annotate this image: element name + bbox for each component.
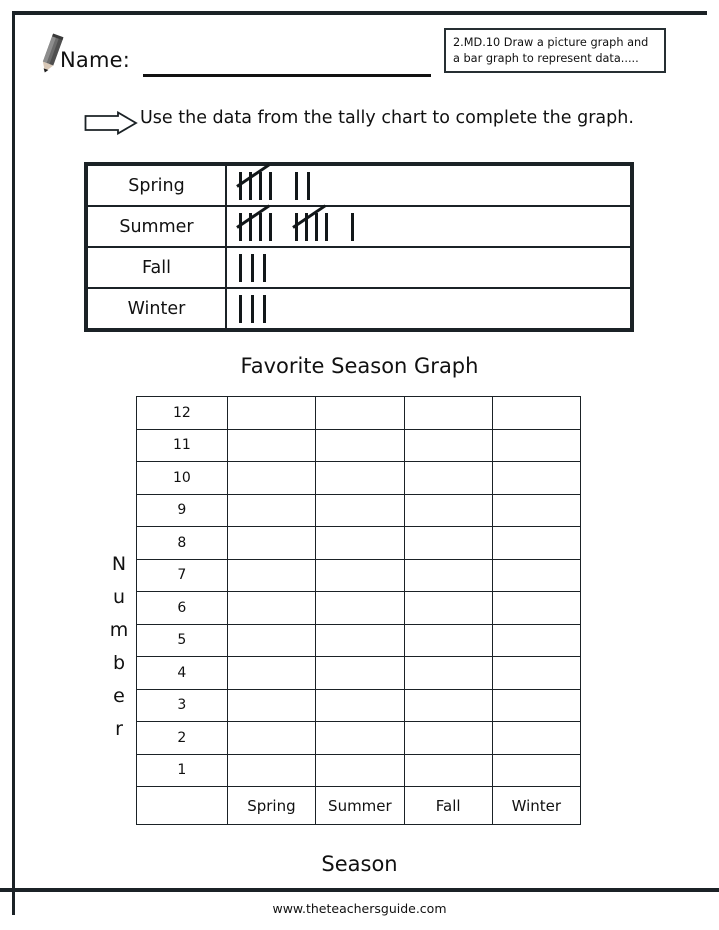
graph-row (137, 559, 581, 592)
y-axis-label-char: e (113, 685, 125, 707)
graph-cell-summer-4[interactable] (316, 657, 405, 690)
graph-cell-summer-11[interactable] (316, 429, 405, 462)
tally-table (86, 164, 632, 330)
graph-row (137, 397, 581, 430)
tally-singles-group (239, 295, 267, 323)
graph-cell-winter-5[interactable] (492, 624, 580, 657)
tally-marks-cell (226, 247, 631, 288)
name-input-line[interactable] (143, 74, 431, 77)
graph-cell-winter-10[interactable] (492, 462, 580, 495)
tally-marks (239, 292, 630, 326)
page-bottom-rule (0, 888, 719, 892)
tally-row (87, 247, 631, 288)
y-axis-label-char: b (112, 652, 126, 674)
tally-table-body (87, 165, 631, 329)
graph-cell-fall-4[interactable] (404, 657, 492, 690)
tally-singles-group (351, 213, 355, 241)
y-axis-tick: 8 (137, 527, 228, 560)
tally-singles-group (239, 254, 267, 282)
tally-marks (239, 251, 630, 285)
y-axis-label-char: u (112, 586, 126, 608)
graph-cell-fall-5[interactable] (404, 624, 492, 657)
graph-cell-summer-3[interactable] (316, 689, 405, 722)
footer-url: www.theteachersguide.com (272, 901, 447, 916)
tally-mark (295, 172, 298, 200)
bar-graph-table (136, 396, 581, 825)
x-axis-label: Season (321, 852, 398, 876)
bar-graph-body (137, 397, 581, 825)
graph-cell-spring-7[interactable] (227, 559, 315, 592)
y-axis-tick: 3 (137, 689, 228, 722)
tally-marks (239, 210, 630, 244)
y-axis-tick: 6 (137, 592, 228, 625)
graph-cell-winter-3[interactable] (492, 689, 580, 722)
graph-cell-spring-11[interactable] (227, 429, 315, 462)
tally-mark (239, 295, 242, 323)
page-left-margin-rule (12, 11, 15, 915)
tally-season-label: Fall (87, 247, 226, 288)
graph-corner-cell (137, 787, 228, 825)
graph-cell-summer-6[interactable] (316, 592, 405, 625)
graph-cell-fall-6[interactable] (404, 592, 492, 625)
standard-box (444, 28, 666, 73)
x-axis-tick-summer: Summer (316, 787, 405, 825)
y-axis-label-char: r (115, 718, 123, 740)
directions-text: Use the data from the tally chart to complete the graph. (140, 108, 634, 128)
y-axis-label (106, 548, 132, 746)
graph-cell-spring-5[interactable] (227, 624, 315, 657)
tally-mark (307, 172, 310, 200)
graph-row (137, 754, 581, 787)
tally-marks-cell (226, 206, 631, 247)
graph-cell-spring-3[interactable] (227, 689, 315, 722)
graph-row (137, 592, 581, 625)
tally-group-of-five (295, 213, 331, 241)
graph-cell-spring-4[interactable] (227, 657, 315, 690)
y-axis-tick: 2 (137, 722, 228, 755)
tally-season-label: Winter (87, 288, 226, 329)
graph-cell-winter-7[interactable] (492, 559, 580, 592)
tally-mark (239, 254, 242, 282)
y-axis-tick: 11 (137, 429, 228, 462)
graph-cell-winter-2[interactable] (492, 722, 580, 755)
tally-mark (351, 213, 354, 241)
standard-text: 2.MD.10 Draw a picture graph and a bar graph to represent data..... (453, 36, 649, 65)
graph-row (137, 657, 581, 690)
tally-mark (269, 172, 272, 200)
tally-mark (259, 172, 262, 200)
graph-cell-summer-10[interactable] (316, 462, 405, 495)
tally-mark (251, 254, 254, 282)
tally-mark (269, 213, 272, 241)
graph-row (137, 429, 581, 462)
graph-row (137, 722, 581, 755)
y-axis-tick: 4 (137, 657, 228, 690)
graph-cell-summer-8[interactable] (316, 527, 405, 560)
graph-cell-spring-1[interactable] (227, 754, 315, 787)
name-row (30, 30, 460, 84)
graph-cell-summer-7[interactable] (316, 559, 405, 592)
graph-cell-fall-10[interactable] (404, 462, 492, 495)
y-axis-tick: 7 (137, 559, 228, 592)
y-axis-tick: 12 (137, 397, 228, 430)
tally-row (87, 288, 631, 329)
graph-cell-fall-9[interactable] (404, 494, 492, 527)
tally-mark (315, 213, 318, 241)
tally-marks-cell (226, 165, 631, 206)
name-label: Name: (60, 48, 131, 72)
tally-row (87, 206, 631, 247)
y-axis-tick: 9 (137, 494, 228, 527)
y-axis-label-char: m (109, 619, 129, 641)
tally-mark (251, 295, 254, 323)
graph-cell-winter-11[interactable] (492, 429, 580, 462)
tally-group-of-five (239, 213, 275, 241)
graph-cell-fall-12[interactable] (404, 397, 492, 430)
x-axis-row (137, 787, 581, 825)
graph-cell-fall-11[interactable] (404, 429, 492, 462)
tally-singles-group (295, 172, 311, 200)
y-axis-label-char: N (111, 553, 127, 575)
tally-mark (263, 295, 266, 323)
tally-marks-cell (226, 288, 631, 329)
right-arrow-icon (84, 111, 138, 135)
graph-cell-fall-1[interactable] (404, 754, 492, 787)
graph-cell-spring-9[interactable] (227, 494, 315, 527)
tally-season-label: Summer (87, 206, 226, 247)
tally-mark (325, 213, 328, 241)
graph-cell-spring-8[interactable] (227, 527, 315, 560)
y-axis-tick: 10 (137, 462, 228, 495)
tally-row (87, 165, 631, 206)
graph-cell-winter-8[interactable] (492, 527, 580, 560)
graph-cell-summer-5[interactable] (316, 624, 405, 657)
graph-cell-summer-9[interactable] (316, 494, 405, 527)
graph-cell-winter-9[interactable] (492, 494, 580, 527)
graph-cell-spring-2[interactable] (227, 722, 315, 755)
graph-row (137, 527, 581, 560)
graph-cell-winter-12[interactable] (492, 397, 580, 430)
x-axis-tick-winter: Winter (492, 787, 580, 825)
x-axis-tick-fall: Fall (404, 787, 492, 825)
graph-cell-fall-2[interactable] (404, 722, 492, 755)
graph-cell-winter-4[interactable] (492, 657, 580, 690)
graph-row (137, 624, 581, 657)
graph-cell-winter-6[interactable] (492, 592, 580, 625)
graph-row (137, 462, 581, 495)
graph-cell-fall-3[interactable] (404, 689, 492, 722)
y-axis-tick: 5 (137, 624, 228, 657)
graph-cell-fall-8[interactable] (404, 527, 492, 560)
graph-cell-fall-7[interactable] (404, 559, 492, 592)
tally-group-of-five (239, 172, 275, 200)
tally-season-label: Spring (87, 165, 226, 206)
graph-cell-summer-12[interactable] (316, 397, 405, 430)
graph-cell-spring-10[interactable] (227, 462, 315, 495)
tally-chart (84, 162, 634, 332)
y-axis-tick: 1 (137, 754, 228, 787)
graph-cell-spring-6[interactable] (227, 592, 315, 625)
tally-mark (259, 213, 262, 241)
tally-mark (263, 254, 266, 282)
graph-cell-winter-1[interactable] (492, 754, 580, 787)
graph-cell-summer-1[interactable] (316, 754, 405, 787)
directions-row (84, 108, 634, 142)
graph-row (137, 494, 581, 527)
graph-cell-spring-12[interactable] (227, 397, 315, 430)
tally-marks (239, 169, 630, 203)
graph-row (137, 689, 581, 722)
page-top-rule (13, 11, 707, 15)
bar-graph-grid (136, 396, 581, 825)
x-axis-tick-spring: Spring (227, 787, 315, 825)
graph-cell-summer-2[interactable] (316, 722, 405, 755)
graph-title: Favorite Season Graph (240, 354, 479, 378)
